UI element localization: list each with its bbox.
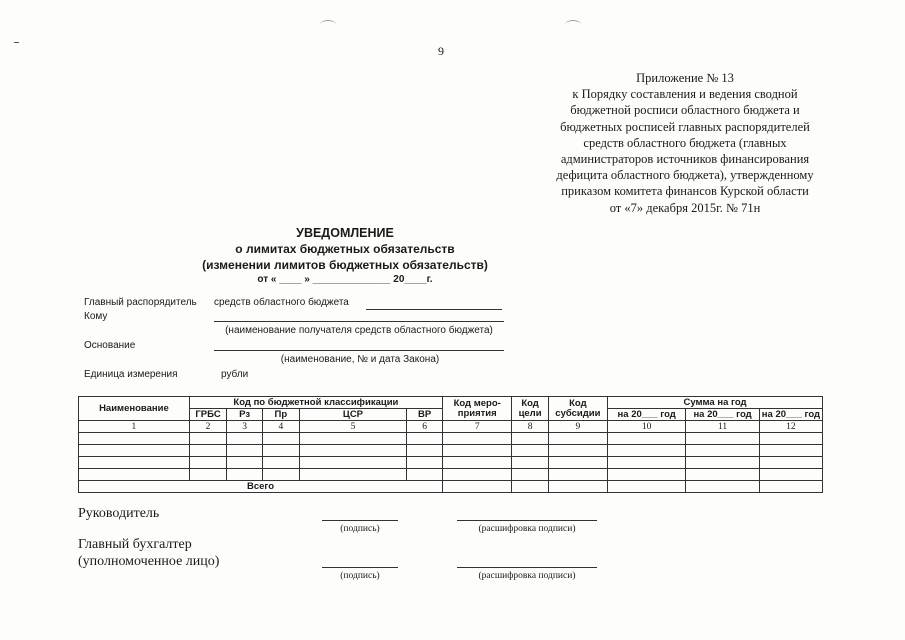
column-number: 3 (227, 421, 263, 433)
table-cell[interactable] (227, 433, 263, 445)
header-name: Наименование (79, 397, 190, 421)
column-number: 7 (442, 421, 511, 433)
table-cell[interactable] (512, 445, 548, 457)
main-manager-label: Главный распорядитель (84, 297, 197, 308)
to-caption: (наименование получателя средств областного бюджета) (225, 325, 493, 336)
table-cell[interactable] (548, 433, 607, 445)
table-cell[interactable] (189, 469, 226, 481)
table-cell[interactable] (442, 445, 511, 457)
appendix-line: от «7» декабря 2015г. № 71н (609, 200, 761, 215)
appendix-line: бюджетных росписей главных распорядителей (560, 119, 810, 134)
column-number: 4 (262, 421, 299, 433)
header-goal-code: Код цели (512, 397, 548, 421)
table-cell[interactable] (227, 445, 263, 457)
column-number: 6 (407, 421, 443, 433)
column-number: 10 (608, 421, 686, 433)
table-cell[interactable] (79, 433, 190, 445)
page-number: 9 (438, 44, 444, 58)
column-number: 11 (686, 421, 760, 433)
table-cell[interactable] (79, 457, 190, 469)
header-csr: ЦСР (299, 409, 406, 421)
table-cell[interactable] (759, 457, 822, 469)
appendix-line: дефицита областного бюджета), утвержденному (556, 168, 814, 183)
accountant-label-2: (уполномоченное лицо) (78, 554, 220, 569)
table-cell[interactable] (548, 457, 607, 469)
table-row[interactable] (79, 469, 823, 481)
table-cell[interactable] (189, 433, 226, 445)
table-cell[interactable] (227, 469, 263, 481)
basis-caption: (наименование, № и дата Закона) (280, 354, 440, 365)
table-cell[interactable] (442, 457, 511, 469)
table-row[interactable] (79, 457, 823, 469)
table-cell[interactable] (548, 481, 607, 493)
appendix-line: к Порядку составления и ведения сводной (572, 87, 798, 102)
total-row (79, 481, 823, 493)
document-title: УВЕДОМЛЕНИЕ (296, 226, 394, 240)
table-cell[interactable] (299, 469, 406, 481)
table-cell[interactable] (262, 469, 299, 481)
table-row[interactable] (79, 433, 823, 445)
unit-value: рубли (221, 369, 249, 380)
column-number: 8 (512, 421, 548, 433)
basis-label: Основание (84, 340, 136, 351)
column-number: 9 (548, 421, 607, 433)
table-cell[interactable] (608, 457, 686, 469)
accountant-label: Главный бухгалтер (78, 537, 192, 552)
table-cell[interactable] (299, 445, 406, 457)
header-pr: Пр (262, 409, 299, 421)
table-cell[interactable] (686, 457, 760, 469)
unit-label: Единица измерения (84, 369, 178, 380)
appendix-line: администраторов источников финансирования (560, 152, 810, 167)
appendix-line: приказом комитета финансов Курской области (561, 184, 809, 199)
header-grbs: ГРБС (189, 409, 226, 421)
document-subtitle-2: (изменении лимитов бюджетных обязательств) (202, 258, 488, 272)
head-decode-caption: (расшифровка подписи) (478, 524, 576, 534)
table-cell[interactable] (548, 469, 607, 481)
table-cell[interactable] (442, 469, 511, 481)
table-cell[interactable] (686, 469, 760, 481)
table-cell[interactable] (407, 457, 443, 469)
table-cell[interactable] (227, 457, 263, 469)
main-manager-line[interactable] (366, 309, 502, 310)
header-sum-per-year: Сумма на год (608, 397, 823, 409)
header-measure-code: Код меро-приятия (442, 397, 511, 421)
table-cell[interactable] (79, 469, 190, 481)
head-label: Руководитель (78, 506, 160, 521)
margin-dash (14, 42, 19, 43)
total-label: Всего (79, 481, 443, 493)
table-cell[interactable] (548, 445, 607, 457)
header-subsidy-code: Код субсидии (548, 397, 607, 421)
table-row[interactable] (79, 445, 823, 457)
accountant-signature-caption: (подпись) (340, 571, 380, 581)
table-cell[interactable] (189, 445, 226, 457)
table-cell[interactable] (262, 445, 299, 457)
table-cell[interactable] (686, 433, 760, 445)
table-cell[interactable] (407, 433, 443, 445)
table-cell[interactable] (407, 445, 443, 457)
to-line[interactable] (214, 321, 504, 322)
scan-mark-right (565, 20, 581, 29)
total-sum-year-3[interactable] (759, 481, 822, 493)
table-cell[interactable] (79, 445, 190, 457)
table-cell[interactable] (442, 433, 511, 445)
table-cell[interactable] (262, 433, 299, 445)
table-cell[interactable] (189, 457, 226, 469)
scan-mark-left (320, 20, 336, 29)
table-cell[interactable] (759, 445, 822, 457)
table-cell[interactable] (512, 457, 548, 469)
head-signature-caption: (подпись) (340, 524, 380, 534)
column-number-row (79, 421, 823, 433)
limits-table (78, 396, 823, 493)
table-cell[interactable] (512, 469, 548, 481)
basis-line[interactable] (214, 350, 504, 351)
accountant-decode-line[interactable] (457, 567, 597, 568)
table-cell[interactable] (299, 457, 406, 469)
accountant-signature-line[interactable] (322, 567, 398, 568)
accountant-decode-caption: (расшифровка подписи) (478, 571, 576, 581)
table-cell[interactable] (299, 433, 406, 445)
document-subtitle: о лимитах бюджетных обязательств (235, 242, 455, 256)
appendix-line: Приложение № 13 (636, 71, 734, 85)
table-cell[interactable] (608, 445, 686, 457)
total-sum-year-2[interactable] (686, 481, 760, 493)
column-number: 5 (299, 421, 406, 433)
appendix-line: бюджетной росписи областного бюджета и (570, 103, 800, 118)
table-cell[interactable] (608, 433, 686, 445)
header-year-2: на 20___ год (686, 409, 760, 421)
table-cell[interactable] (262, 457, 299, 469)
total-sum-year-1[interactable] (608, 481, 686, 493)
table-cell[interactable] (512, 433, 548, 445)
document-date-line: от « ____ » ______________ 20____г. (257, 274, 433, 285)
table-cell[interactable] (759, 469, 822, 481)
to-label: Кому (84, 311, 108, 322)
table-cell[interactable] (407, 469, 443, 481)
appendix-block (540, 70, 830, 216)
table-cell[interactable] (512, 481, 548, 493)
header-year-3: на 20___ год (759, 409, 822, 421)
header-row (79, 397, 823, 409)
header-year-1: на 20___ год (608, 409, 686, 421)
appendix-line: средств областного бюджета (главных (583, 135, 787, 150)
column-number: 1 (79, 421, 190, 433)
table-cell[interactable] (608, 469, 686, 481)
table-cell[interactable] (686, 445, 760, 457)
table-cell[interactable] (759, 433, 822, 445)
header-rz: Рз (227, 409, 263, 421)
main-manager-value: средств областного бюджета (214, 297, 349, 308)
header-vr: ВР (407, 409, 443, 421)
head-signature-line[interactable] (322, 520, 398, 521)
head-decode-line[interactable] (457, 520, 597, 521)
header-classification: Код по бюджетной классификации (189, 397, 442, 409)
column-number: 12 (759, 421, 822, 433)
column-number: 2 (189, 421, 226, 433)
table-cell[interactable] (442, 481, 511, 493)
